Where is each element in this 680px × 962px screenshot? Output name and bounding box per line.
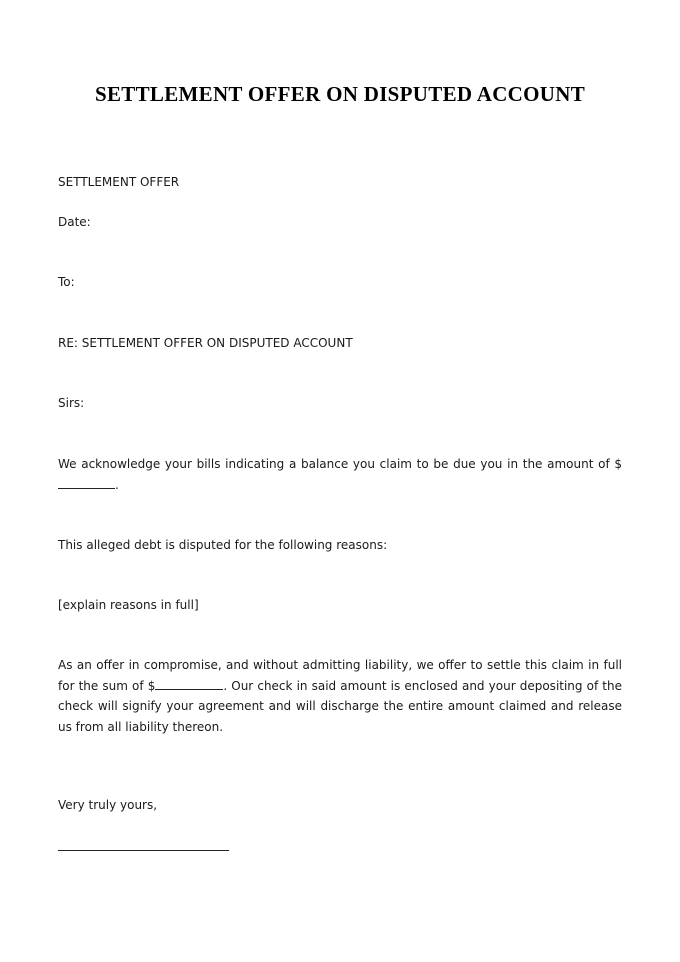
paragraph-offer xyxy=(58,655,622,737)
amount-blank xyxy=(58,477,115,489)
re-line: RE: SETTLEMENT OFFER ON DISPUTED ACCOUNT xyxy=(58,336,353,350)
reasons-placeholder: [explain reasons in full] xyxy=(58,598,199,612)
paragraph-dispute: This alleged debt is disputed for the following reasons: xyxy=(58,538,388,552)
to-label: To: xyxy=(58,275,75,289)
date-label: Date: xyxy=(58,215,91,229)
salutation: Sirs: xyxy=(58,396,85,410)
paragraph-offer-start: As an offer in compromise, and without admitting liability, we offer to settle this claim in full for the sum of $ xyxy=(58,658,622,693)
signature-line xyxy=(58,850,229,851)
paragraph-acknowledgement xyxy=(58,454,622,495)
settlement-sum-blank xyxy=(155,678,223,690)
paragraph-acknowledgement-text: We acknowledge your bills indicating a balance you claim to be due you in the amount of $ xyxy=(58,457,622,471)
paragraph-acknowledgement-end: . xyxy=(115,477,119,492)
heading-settlement-offer: SETTLEMENT OFFER xyxy=(58,175,180,189)
closing: Very truly yours, xyxy=(58,798,158,812)
paragraph-offer-end: . Our check in said amount is enclosed and your depositing of the check will signify your agreement and will discharge the entire amount claimed and release us from all liability thereon. xyxy=(58,678,622,734)
document-title: SETTLEMENT OFFER ON DISPUTED ACCOUNT xyxy=(95,82,585,106)
